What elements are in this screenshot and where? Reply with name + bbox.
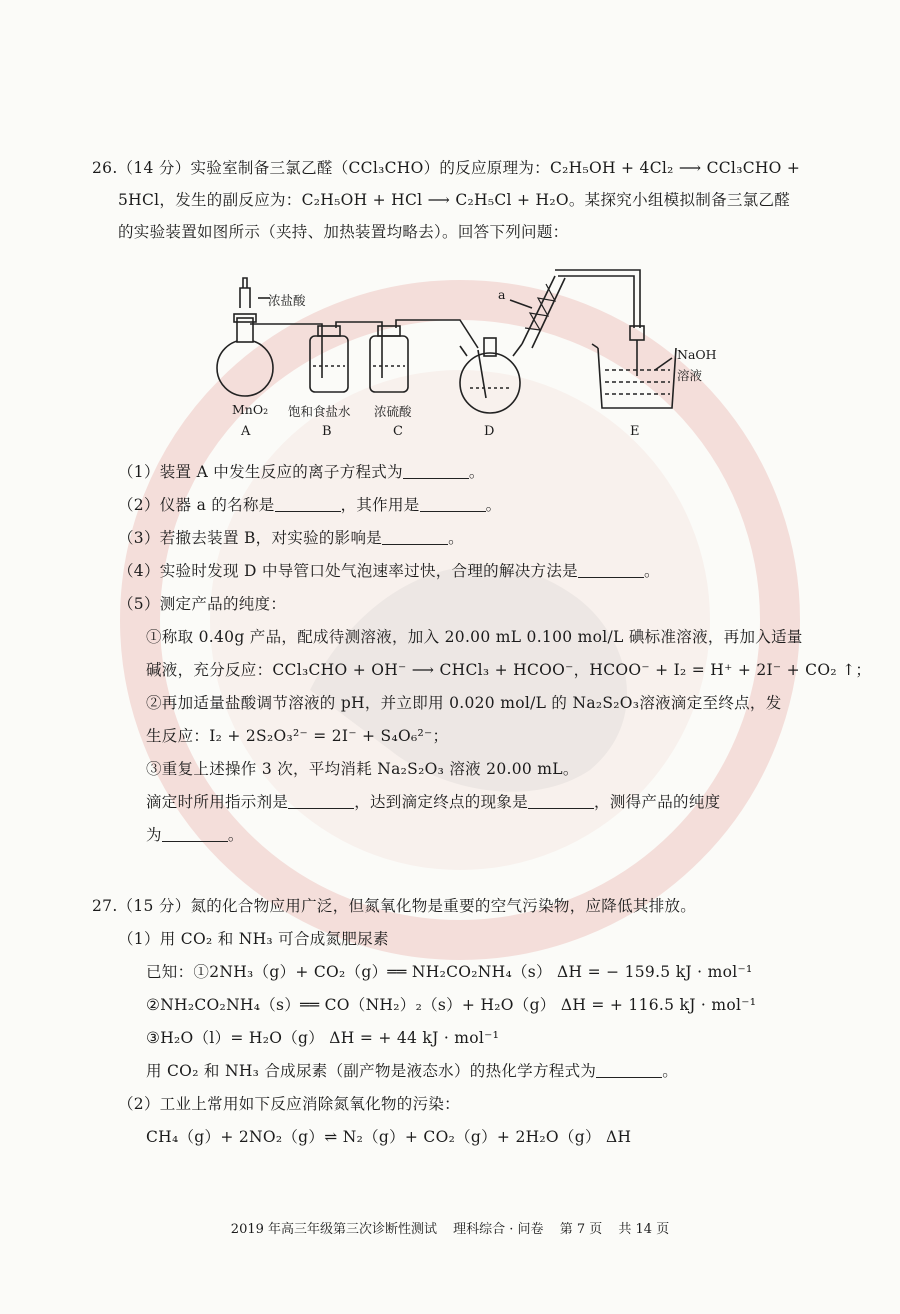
letter-b: B (322, 424, 332, 439)
page-footer (0, 1218, 900, 1237)
q27-line-7: （2）工业上常用如下反应消除氮氧化物的污染： (118, 1095, 460, 1113)
q26-sub-1 (118, 461, 485, 483)
q26-sub-2 (118, 494, 501, 516)
footer-page: 第 7 页 (559, 1222, 603, 1237)
apparatus-figure (210, 258, 690, 448)
q27-given-1: 已知：①2NH₃（g）+ CO₂（g）══ NH₂CO₂NH₄（s） ΔH = − 159.5 kJ · mol⁻¹ (146, 963, 753, 981)
answer-blank[interactable] (275, 497, 341, 512)
q26-proc-3: ②再加适量盐酸调节溶液的 pH，并立即用 0.020 mol/L 的 Na₂S₂O₃溶液滴定至终点，发 (146, 694, 782, 712)
q27-line-1: 27.（15 分）氮的化合物应用广泛，但氮氧化物是重要的空气污染物，应降低其排放。 (92, 897, 697, 915)
q26-sub-3-text: （3）若撤去装置 B，对实验的影响是 (118, 529, 383, 547)
label-brine: 饱和食盐水 (288, 404, 351, 419)
label-solution: 溶液 (677, 368, 703, 383)
q26-proc-6-end: ，测得产品的纯度 (594, 793, 721, 811)
q26-proc-1: ①称取 0.40g 产品，配成待测溶液，加入 20.00 mL 0.100 mol/L 碘标准溶液，再加入适量 (146, 628, 803, 646)
q26-line-1: 26.（14 分）实验室制备三氯乙醛（CCl₃CHO）的反应原理为：C₂H₅OH + 4Cl₂ ⟶ CCl₃CHO + (92, 159, 801, 177)
q26-line-2: 5HCl，发生的副反应为：C₂H₅OH + HCl ⟶ C₂H₅Cl + H₂O。某探究小组模拟制备三氯乙醛 (118, 191, 791, 209)
q26-sub-4-end: 。 (643, 562, 660, 580)
letter-c: C (393, 424, 403, 439)
q27-given-3: ③H₂O（l）= H₂O（g） ΔH = + 44 kJ · mol⁻¹ (146, 1029, 500, 1047)
q26-sub-1-text: （1）装置 A 中发生反应的离子方程式为 (118, 463, 403, 481)
q26-sub-5: （5）测定产品的纯度： (118, 595, 287, 613)
q26-sub-3 (118, 527, 464, 549)
q26-sub-2-end: 。 (485, 496, 502, 514)
q27-line-6-end: 。 (662, 1062, 678, 1080)
q26-sub-4 (118, 560, 660, 582)
letter-e: E (630, 424, 640, 439)
answer-blank[interactable] (578, 563, 644, 578)
q27-line-2: （1）用 CO₂ 和 NH₃ 可合成氮肥尿素 (118, 930, 389, 948)
letter-a: A (241, 424, 251, 439)
footer-exam: 2019 年高三年级第三次诊断性测试 (230, 1222, 438, 1237)
footer-subject: 理科综合 · 问卷 (453, 1222, 544, 1237)
label-naoh: NaOH (677, 347, 717, 362)
q26-sub-2-mid: ，其作用是 (340, 496, 420, 514)
q26-proc-7-text: 为 (146, 826, 162, 844)
answer-blank[interactable] (596, 1063, 662, 1078)
label-h2so4: 浓硫酸 (374, 404, 412, 419)
q26-proc-6 (146, 791, 720, 813)
label-hcl: 浓盐酸 (268, 293, 306, 308)
q26-proc-2: 碱液，充分反应：CCl₃CHO + OH⁻ ⟶ CHCl₃ + HCOO⁻，HCOO⁻ + I₂ = H⁺ + 2I⁻ + CO₂ ↑； (146, 661, 872, 679)
q27-given-2: ②NH₂CO₂NH₄（s）══ CO（NH₂）₂（s）+ H₂O（g） ΔH = + 116.5 kJ · mol⁻¹ (146, 996, 757, 1014)
q26-proc-7-end: 。 (227, 826, 244, 844)
q27-line-8: CH₄（g）+ 2NO₂（g）⇌ N₂（g）+ CO₂（g）+ 2H₂O（g） ΔH (146, 1128, 632, 1146)
q26-sub-1-end: 。 (468, 463, 485, 481)
q26-sub-3-end: 。 (448, 529, 464, 547)
answer-blank[interactable] (420, 497, 486, 512)
q26-line-3: 的实验装置如图所示（夹持、加热装置均略去）。回答下列问题： (118, 223, 569, 241)
answer-blank[interactable] (528, 794, 594, 809)
q27-line-6 (146, 1060, 678, 1082)
answer-blank[interactable] (288, 794, 354, 809)
answer-blank[interactable] (162, 827, 228, 842)
q26-sub-4-text: （4）实验时发现 D 中导管口处气泡速率过快，合理的解决方法是 (118, 562, 578, 580)
answer-blank[interactable] (382, 530, 448, 545)
q26-proc-4: 生反应：I₂ + 2S₂O₃²⁻ = 2I⁻ + S₄O₆²⁻； (146, 727, 449, 745)
label-condenser-a: a (498, 287, 506, 302)
q26-proc-6-text: 滴定时所用指示剂是 (146, 793, 289, 811)
q26-proc-7 (146, 824, 244, 846)
footer-total: 共 14 页 (618, 1222, 670, 1237)
q27-line-6-text: 用 CO₂ 和 NH₃ 合成尿素（副产物是液态水）的热化学方程式为 (146, 1062, 597, 1080)
q26-sub-2-text: （2）仪器 a 的名称是 (118, 496, 275, 514)
label-mno2: MnO₂ (232, 402, 269, 417)
letter-d: D (484, 424, 495, 439)
answer-blank[interactable] (403, 464, 469, 479)
q26-proc-6-mid: ，达到滴定终点的现象是 (354, 793, 529, 811)
q26-proc-5: ③重复上述操作 3 次，平均消耗 Na₂S₂O₃ 溶液 20.00 mL。 (146, 760, 579, 778)
